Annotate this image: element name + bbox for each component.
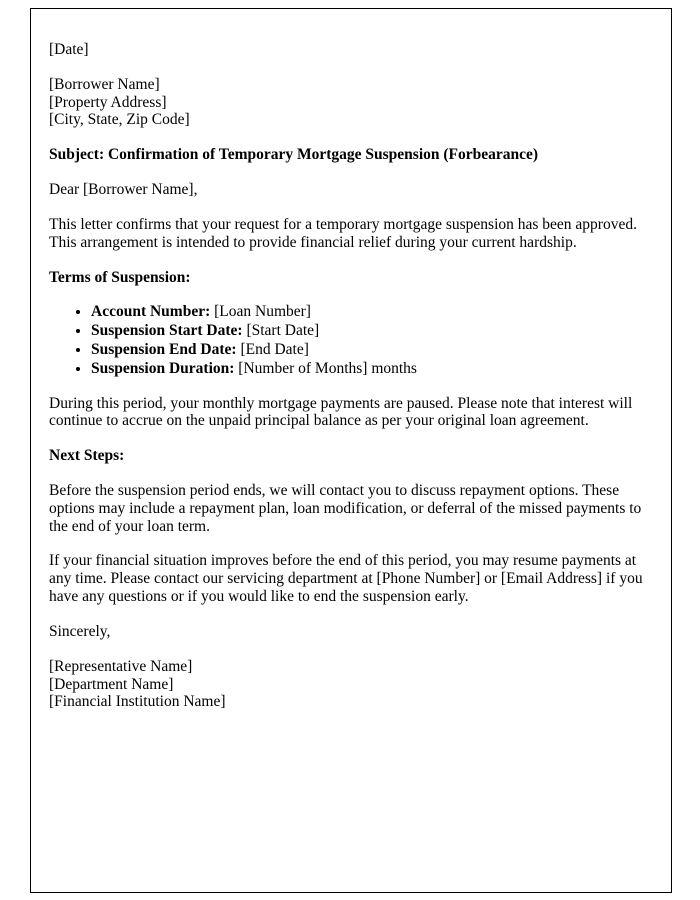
resume-paragraph: If your financial situation improves before the end of this period, you may resume payments at any time. Please contact our servicing department at [Phone Number] or [Email Address] if you have any questions or if you would like to end the suspension early. (49, 552, 643, 606)
term-value: [End Date] (236, 340, 309, 358)
letter-body (49, 41, 653, 711)
term-account-number (91, 303, 653, 321)
term-value: [Start Date] (242, 322, 320, 340)
recipient-address: [Property Address] (49, 93, 167, 111)
term-value: [Loan Number] (210, 303, 311, 321)
intro-paragraph: This letter confirms that your request for a temporary mortgage suspension has been approved. This arrangement is intended to provide financial relief during your current hardship. (49, 215, 637, 251)
term-label: Suspension Duration: (91, 359, 235, 377)
term-end-date (91, 341, 653, 359)
term-start-date (91, 322, 653, 340)
signature-representative: [Representative Name] (49, 657, 193, 675)
letter-page (30, 8, 672, 893)
term-duration (91, 360, 653, 378)
subject-line: Subject: Confirmation of Temporary Mortgage Suspension (Forbearance) (49, 146, 539, 164)
recipient-city-state-zip: [City, State, Zip Code] (49, 111, 190, 129)
term-label: Account Number: (91, 303, 211, 321)
closing: Sincerely, (49, 622, 111, 640)
signature-department: [Department Name] (49, 675, 174, 693)
paused-paragraph: During this period, your monthly mortgage payments are paused. Please note that interest will continue to accrue on the unpaid principal balance as per your original loan agreement. (49, 394, 633, 430)
recipient-block (49, 76, 653, 129)
letter-date: [Date] (49, 41, 89, 58)
terms-heading: Terms of Suspension: (49, 268, 191, 286)
terms-list (49, 303, 653, 377)
term-value: [Number of Months] months (234, 359, 417, 377)
signature-institution: [Financial Institution Name] (49, 693, 226, 711)
recipient-name: [Borrower Name] (49, 75, 160, 93)
next-steps-heading: Next Steps: (49, 447, 125, 465)
signature-block (49, 658, 653, 711)
salutation: Dear [Borrower Name], (49, 181, 198, 199)
term-label: Suspension End Date: (91, 340, 237, 358)
next-steps-paragraph: Before the suspension period ends, we will contact you to discuss repayment options. These options may include a repayment plan, loan modification, or deferral of the missed payments to the end of your loan term. (49, 482, 642, 535)
term-label: Suspension Start Date: (91, 322, 243, 340)
